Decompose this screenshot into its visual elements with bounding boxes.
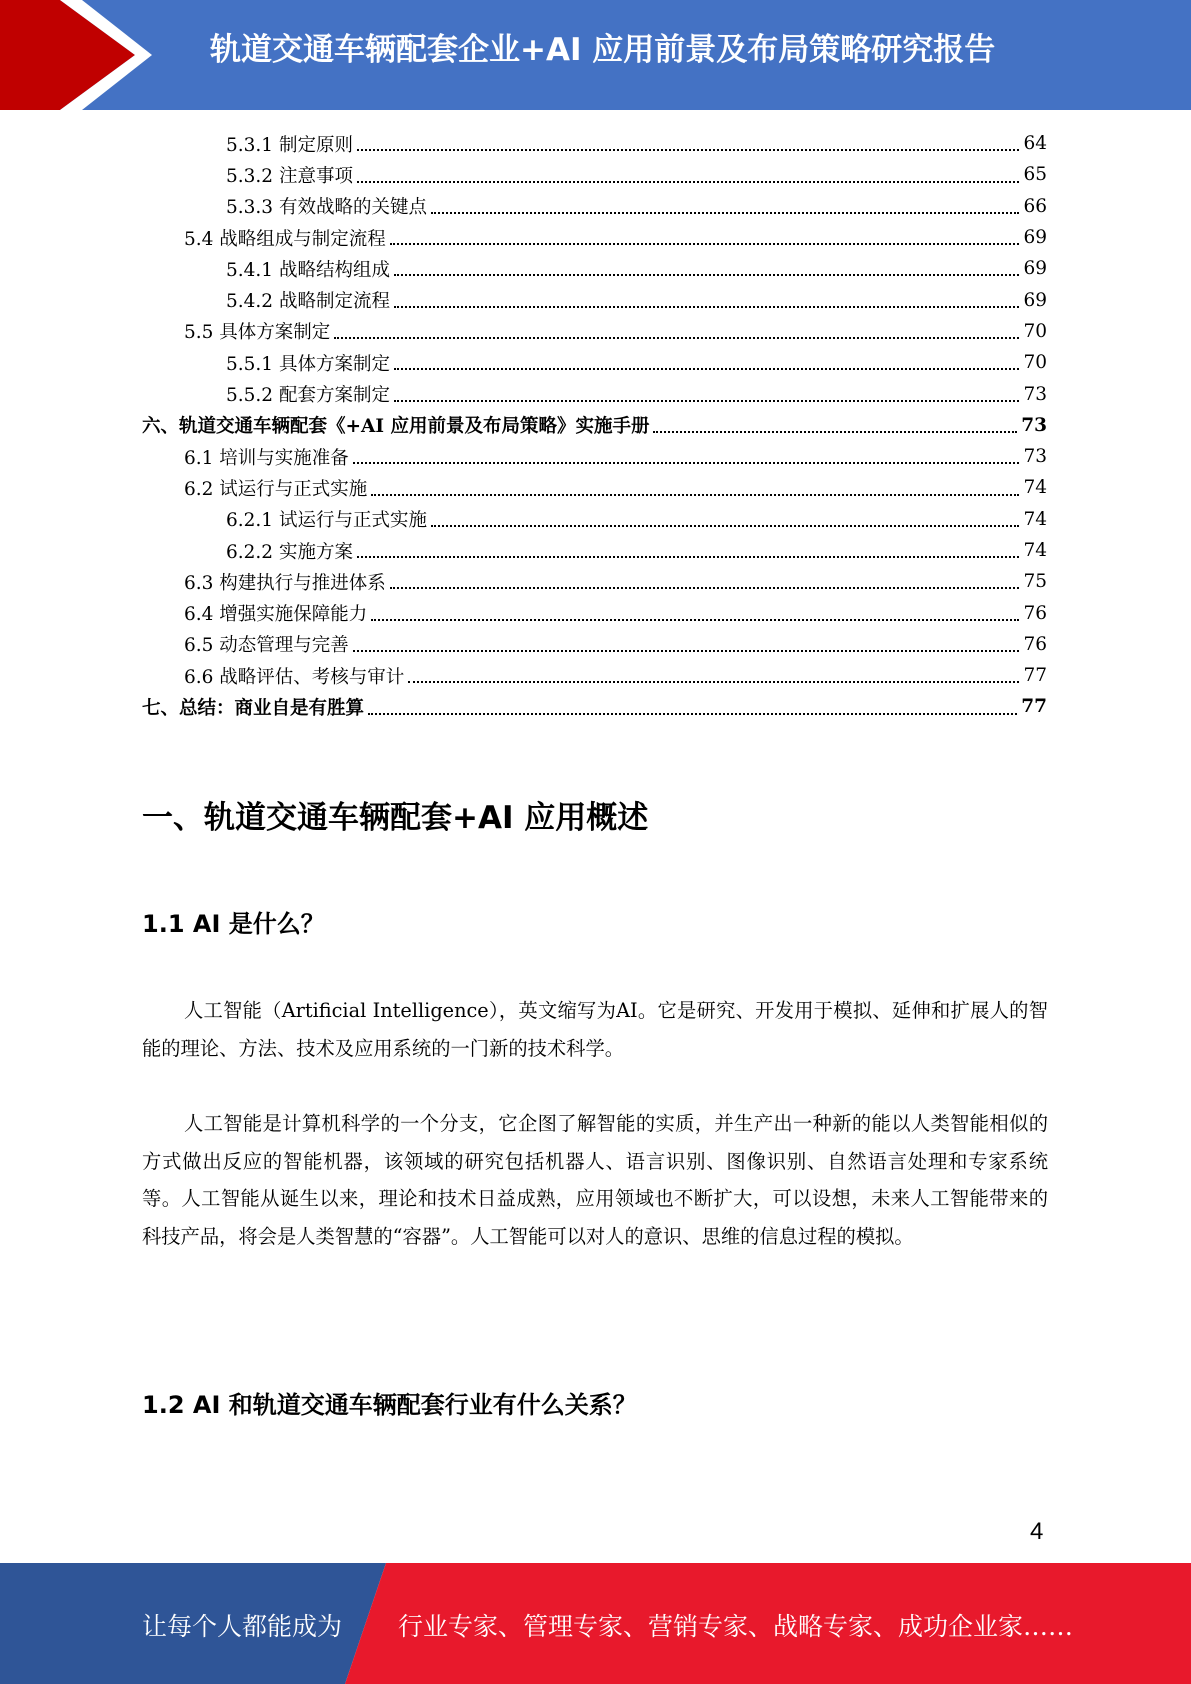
toc-dot-leader (394, 305, 1019, 308)
toc-entry-page: 73 (1023, 446, 1047, 468)
toc-dot-leader (390, 586, 1020, 589)
toc-dot-leader (653, 430, 1017, 433)
report-title: 轨道交通车辆配套企业+AI 应用前景及布局策略研究报告 (210, 32, 996, 68)
toc-entry-label: 6.6 战略评估、考核与审计 (184, 663, 406, 689)
toc-entry-label: 六、轨道交通车辆配套《+AI 应用前景及布局策略》实施手册 (142, 412, 651, 438)
toc-entry-page: 69 (1023, 289, 1047, 311)
toc-entry-label: 5.3.1 制定原则 (226, 131, 355, 157)
toc-entry-label: 5.4.2 战略制定流程 (226, 287, 392, 313)
toc-dot-leader (408, 680, 1019, 683)
toc-dot-leader (431, 211, 1019, 214)
toc-entry[interactable] (142, 253, 1047, 284)
toc-entry[interactable] (142, 691, 1047, 722)
toc-dot-leader (394, 273, 1019, 276)
page-footer-banner (0, 1563, 1191, 1684)
toc-entry[interactable] (142, 660, 1047, 691)
toc-entry-page: 66 (1023, 195, 1047, 217)
toc-dot-leader (371, 493, 1019, 496)
toc-entry-page: 70 (1023, 320, 1047, 342)
toc-entry-label: 5.3.3 有效战略的关键点 (226, 193, 429, 219)
table-of-contents (142, 128, 1047, 723)
toc-entry-page: 73 (1023, 383, 1047, 405)
toc-entry-label: 5.5.1 具体方案制定 (226, 350, 392, 376)
toc-dot-leader (357, 555, 1020, 558)
toc-entry-label: 6.3 构建执行与推进体系 (184, 569, 388, 595)
toc-entry-label: 6.4 增强实施保障能力 (184, 600, 369, 626)
toc-entry[interactable] (142, 535, 1047, 566)
toc-entry[interactable] (142, 222, 1047, 253)
toc-entry-page: 70 (1023, 352, 1047, 374)
toc-entry[interactable] (142, 191, 1047, 222)
paragraph-ai-branch: 人工智能是计算机科学的一个分支，它企图了解智能的实质，并生产出一种新的能以人类智能相似的方式做出反应的智能机器，该领域的研究包括机器人、语言识别、图像识别、自然语言处理和专家系统等。人工智能从诞生以来，理论和技术日益成熟，应用领域也不断扩大，可以设想，未来人工智能带来的科技产品，将会是人类智慧的“容器”。人工智能可以对人的意识、思维的信息过程的模拟。 (142, 1112, 1048, 1248)
toc-entry-page: 76 (1023, 633, 1047, 655)
toc-entry[interactable] (142, 347, 1047, 378)
toc-entry-page: 64 (1023, 133, 1047, 155)
toc-entry-label: 七、总结：商业自是有胜算 (142, 694, 366, 720)
toc-dot-leader (334, 336, 1019, 339)
toc-entry-label: 5.3.2 注意事项 (226, 162, 355, 188)
section-heading-1-2: 1.2 AI 和轨道交通车辆配套行业有什么关系？ (142, 1391, 637, 1419)
toc-entry[interactable] (142, 629, 1047, 660)
toc-entry[interactable] (142, 566, 1047, 597)
toc-entry-page: 74 (1023, 477, 1047, 499)
toc-dot-leader (431, 524, 1019, 527)
toc-entry[interactable] (142, 378, 1047, 409)
toc-dot-leader (357, 148, 1020, 151)
toc-entry[interactable] (142, 597, 1047, 628)
page-header-banner (0, 0, 1191, 110)
toc-entry-label: 5.4 战略组成与制定流程 (184, 225, 388, 251)
toc-entry[interactable] (142, 159, 1047, 190)
toc-dot-leader (371, 618, 1019, 621)
page-number: 4 (1030, 1518, 1044, 1545)
toc-entry-page: 74 (1023, 508, 1047, 530)
toc-entry[interactable] (142, 472, 1047, 503)
toc-entry[interactable] (142, 284, 1047, 315)
toc-entry-page: 69 (1023, 227, 1047, 249)
toc-entry[interactable] (142, 441, 1047, 472)
toc-entry-label: 6.2 试运行与正式实施 (184, 475, 369, 501)
toc-dot-leader (394, 367, 1019, 370)
section-heading-1-1: 1.1 AI 是什么？ (142, 910, 325, 938)
toc-entry-page: 77 (1021, 696, 1047, 718)
toc-entry-label: 5.5.2 配套方案制定 (226, 381, 392, 407)
toc-entry-page: 77 (1023, 665, 1047, 687)
toc-entry-page: 73 (1021, 414, 1047, 436)
toc-dot-leader (357, 180, 1020, 183)
footer-slogan-left: 让每个人都能成为 (142, 1612, 343, 1641)
toc-dot-leader (368, 712, 1017, 715)
toc-dot-leader (394, 399, 1019, 402)
toc-entry[interactable] (142, 128, 1047, 159)
paragraph-ai-definition: 人工智能（Artificial Intelligence），英文缩写为AI。它是研究、开发用于模拟、延伸和扩展人的智能的理论、方法、技术及应用系统的一门新的技术科学。 (142, 999, 1048, 1060)
toc-entry[interactable] (142, 316, 1047, 347)
toc-dot-leader (390, 242, 1020, 245)
toc-entry[interactable] (142, 504, 1047, 535)
toc-entry-label: 6.5 动态管理与完善 (184, 631, 351, 657)
toc-entry-page: 74 (1023, 540, 1047, 561)
chapter-heading: 一、轨道交通车辆配套+AI 应用概述 (142, 800, 649, 836)
toc-entry-page: 75 (1023, 571, 1047, 593)
toc-entry-label: 6.2.1 试运行与正式实施 (226, 506, 429, 532)
toc-entry-label: 6.2.2 实施方案 (226, 538, 355, 564)
toc-entry-label: 5.5 具体方案制定 (184, 318, 332, 344)
toc-entry[interactable] (142, 410, 1047, 441)
toc-entry-label: 6.1 培训与实施准备 (184, 444, 351, 470)
footer-slogan-right: 行业专家、管理专家、营销专家、战略专家、成功企业家…… (398, 1612, 1074, 1641)
toc-entry-page: 69 (1023, 258, 1047, 280)
toc-dot-leader (353, 461, 1020, 464)
toc-entry-label: 5.4.1 战略结构组成 (226, 256, 392, 282)
toc-entry-page: 65 (1023, 164, 1047, 186)
toc-entry-page: 76 (1023, 602, 1047, 624)
toc-dot-leader (353, 649, 1020, 652)
